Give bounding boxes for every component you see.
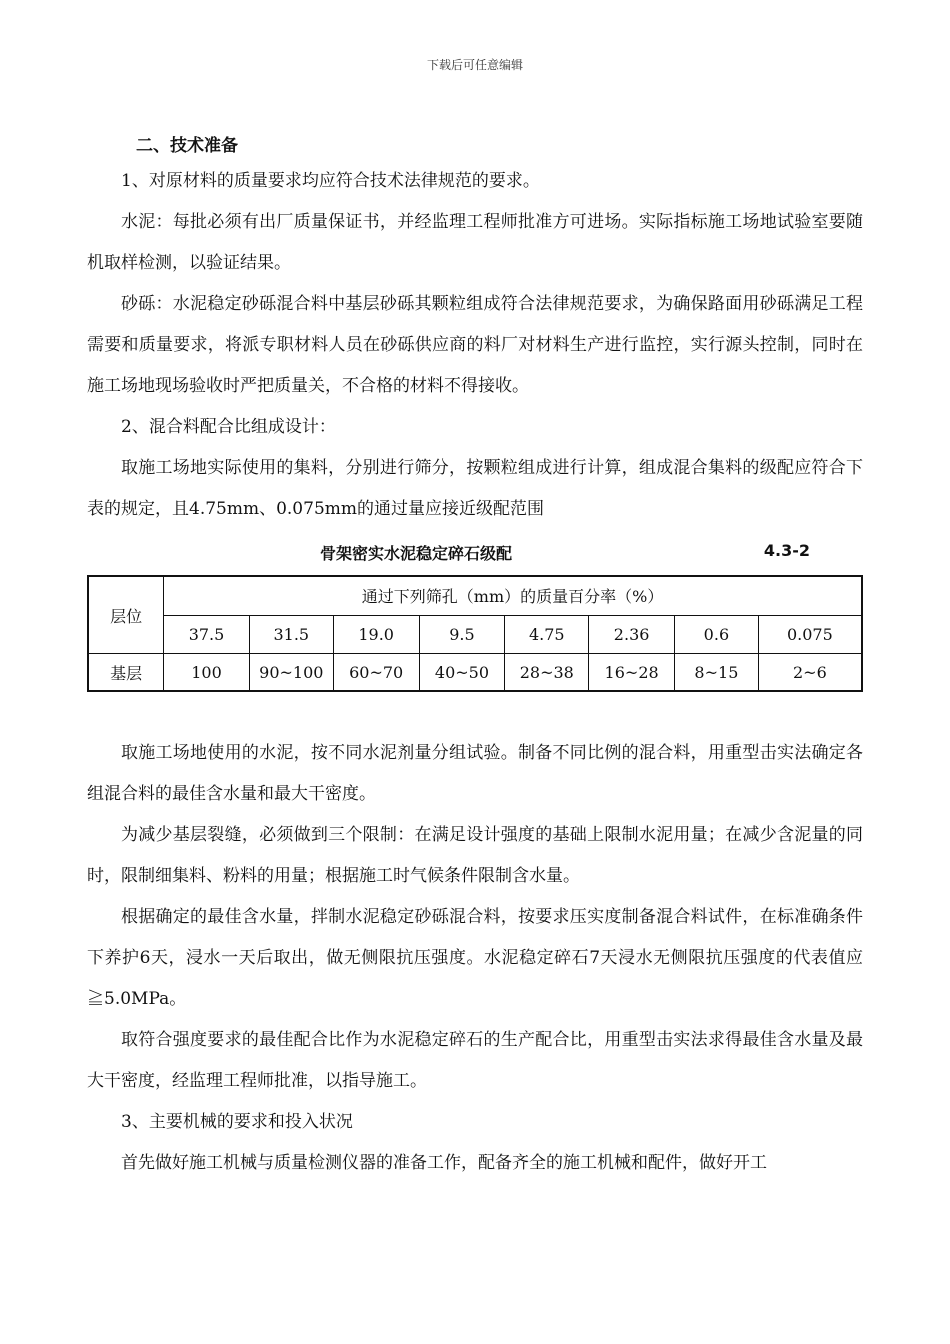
paragraph-gravel: 砂砾：水泥稳定砂砾混合料中基层砂砾其颗粒组成符合法律规范要求，为确保路面用砂砾满足工程需要和质量要求，将派专职材料人员在砂砾供应商的料厂对材料生产进行监控，实行源头控制，同时在施工场地现场验收时严把质量关，不合格的材料不得接收。	[87, 294, 863, 396]
paragraph-cement-trial: 取施工场地使用的水泥，按不同水泥剂量分组试验。制备不同比例的混合料，用重型击实法确定各组混合料的最佳含水量和最大干密度。	[87, 743, 863, 804]
value-cell: 28~38	[505, 654, 589, 692]
value-cell: 2~6	[758, 654, 862, 692]
sieve-size-cell: 9.5	[419, 615, 505, 654]
layer-cell: 基层	[88, 654, 164, 692]
value-cell: 16~28	[589, 654, 675, 692]
table-title: 骨架密实水泥稳定碎石级配	[320, 544, 513, 563]
value-cell: 90~100	[249, 654, 333, 692]
sieve-size-cell: 31.5	[249, 615, 333, 654]
paragraph-machinery-heading: 3、主要机械的要求和投入状况	[121, 1112, 353, 1132]
value-cell: 8~15	[675, 654, 759, 692]
page-header: 下载后可任意编辑	[426, 58, 523, 72]
table-row	[88, 654, 862, 692]
paragraph-mix-design-heading: 2、混合料配合比组成设计：	[121, 417, 336, 437]
table-number: 4.3-2	[763, 541, 810, 560]
sieve-size-cell: 37.5	[164, 615, 250, 654]
value-cell: 60~70	[333, 654, 419, 692]
sieve-size-cell: 0.075	[758, 615, 862, 654]
sieve-size-cell: 2.36	[589, 615, 675, 654]
grading-table	[87, 575, 863, 692]
sieve-size-cell: 0.6	[675, 615, 759, 654]
paragraph-raw-material: 1、对原材料的质量要求均应符合技术法律规范的要求。	[121, 171, 540, 191]
group-header-sieve: 通过下列筛孔（mm）的质量百分率（%）	[164, 576, 862, 615]
row-header-layer: 层位	[88, 576, 164, 654]
paragraph-cement: 水泥：每批必须有出厂质量保证书，并经监理工程师批准方可进场。实际指标施工场地试验室要随机取样检测，以验证结果。	[87, 212, 863, 273]
table-caption	[320, 541, 810, 564]
paragraph-curing: 根据确定的最佳含水量，拌制水泥稳定砂砾混合料，按要求压实度制备混合料试件，在标准确条件下养护6天，浸水一天后取出，做无侧限抗压强度。水泥稳定碎石7天浸水无侧限抗压强度的代表值应≧5.0MPa。	[87, 907, 863, 1009]
value-cell: 100	[164, 654, 250, 692]
sieve-size-cell: 4.75	[505, 615, 589, 654]
paragraph-production-mix: 取符合强度要求的最佳配合比作为水泥稳定碎石的生产配合比，用重型击实法求得最佳含水量及最大干密度，经监理工程师批准，以指导施工。	[87, 1030, 863, 1091]
paragraph-machinery: 首先做好施工机械与质量检测仪器的准备工作，配备齐全的施工机械和配件，做好开工	[121, 1153, 767, 1173]
sieve-size-cell: 19.0	[333, 615, 419, 654]
value-cell: 40~50	[419, 654, 505, 692]
paragraph-aggregate: 取施工场地实际使用的集料，分别进行筛分，按颗粒组成进行计算，组成混合集料的级配应符合下表的规定，且4.75mm、0.075mm的通过量应接近级配范围	[87, 458, 863, 519]
sieve-size-row	[88, 615, 862, 654]
paragraph-crack-limits: 为减少基层裂缝，必须做到三个限制：在满足设计强度的基础上限制水泥用量；在减少含泥量的同时，限制细集料、粉料的用量；根据施工时气候条件限制含水量。	[87, 825, 863, 886]
section-title: 二、技术准备	[136, 136, 238, 156]
